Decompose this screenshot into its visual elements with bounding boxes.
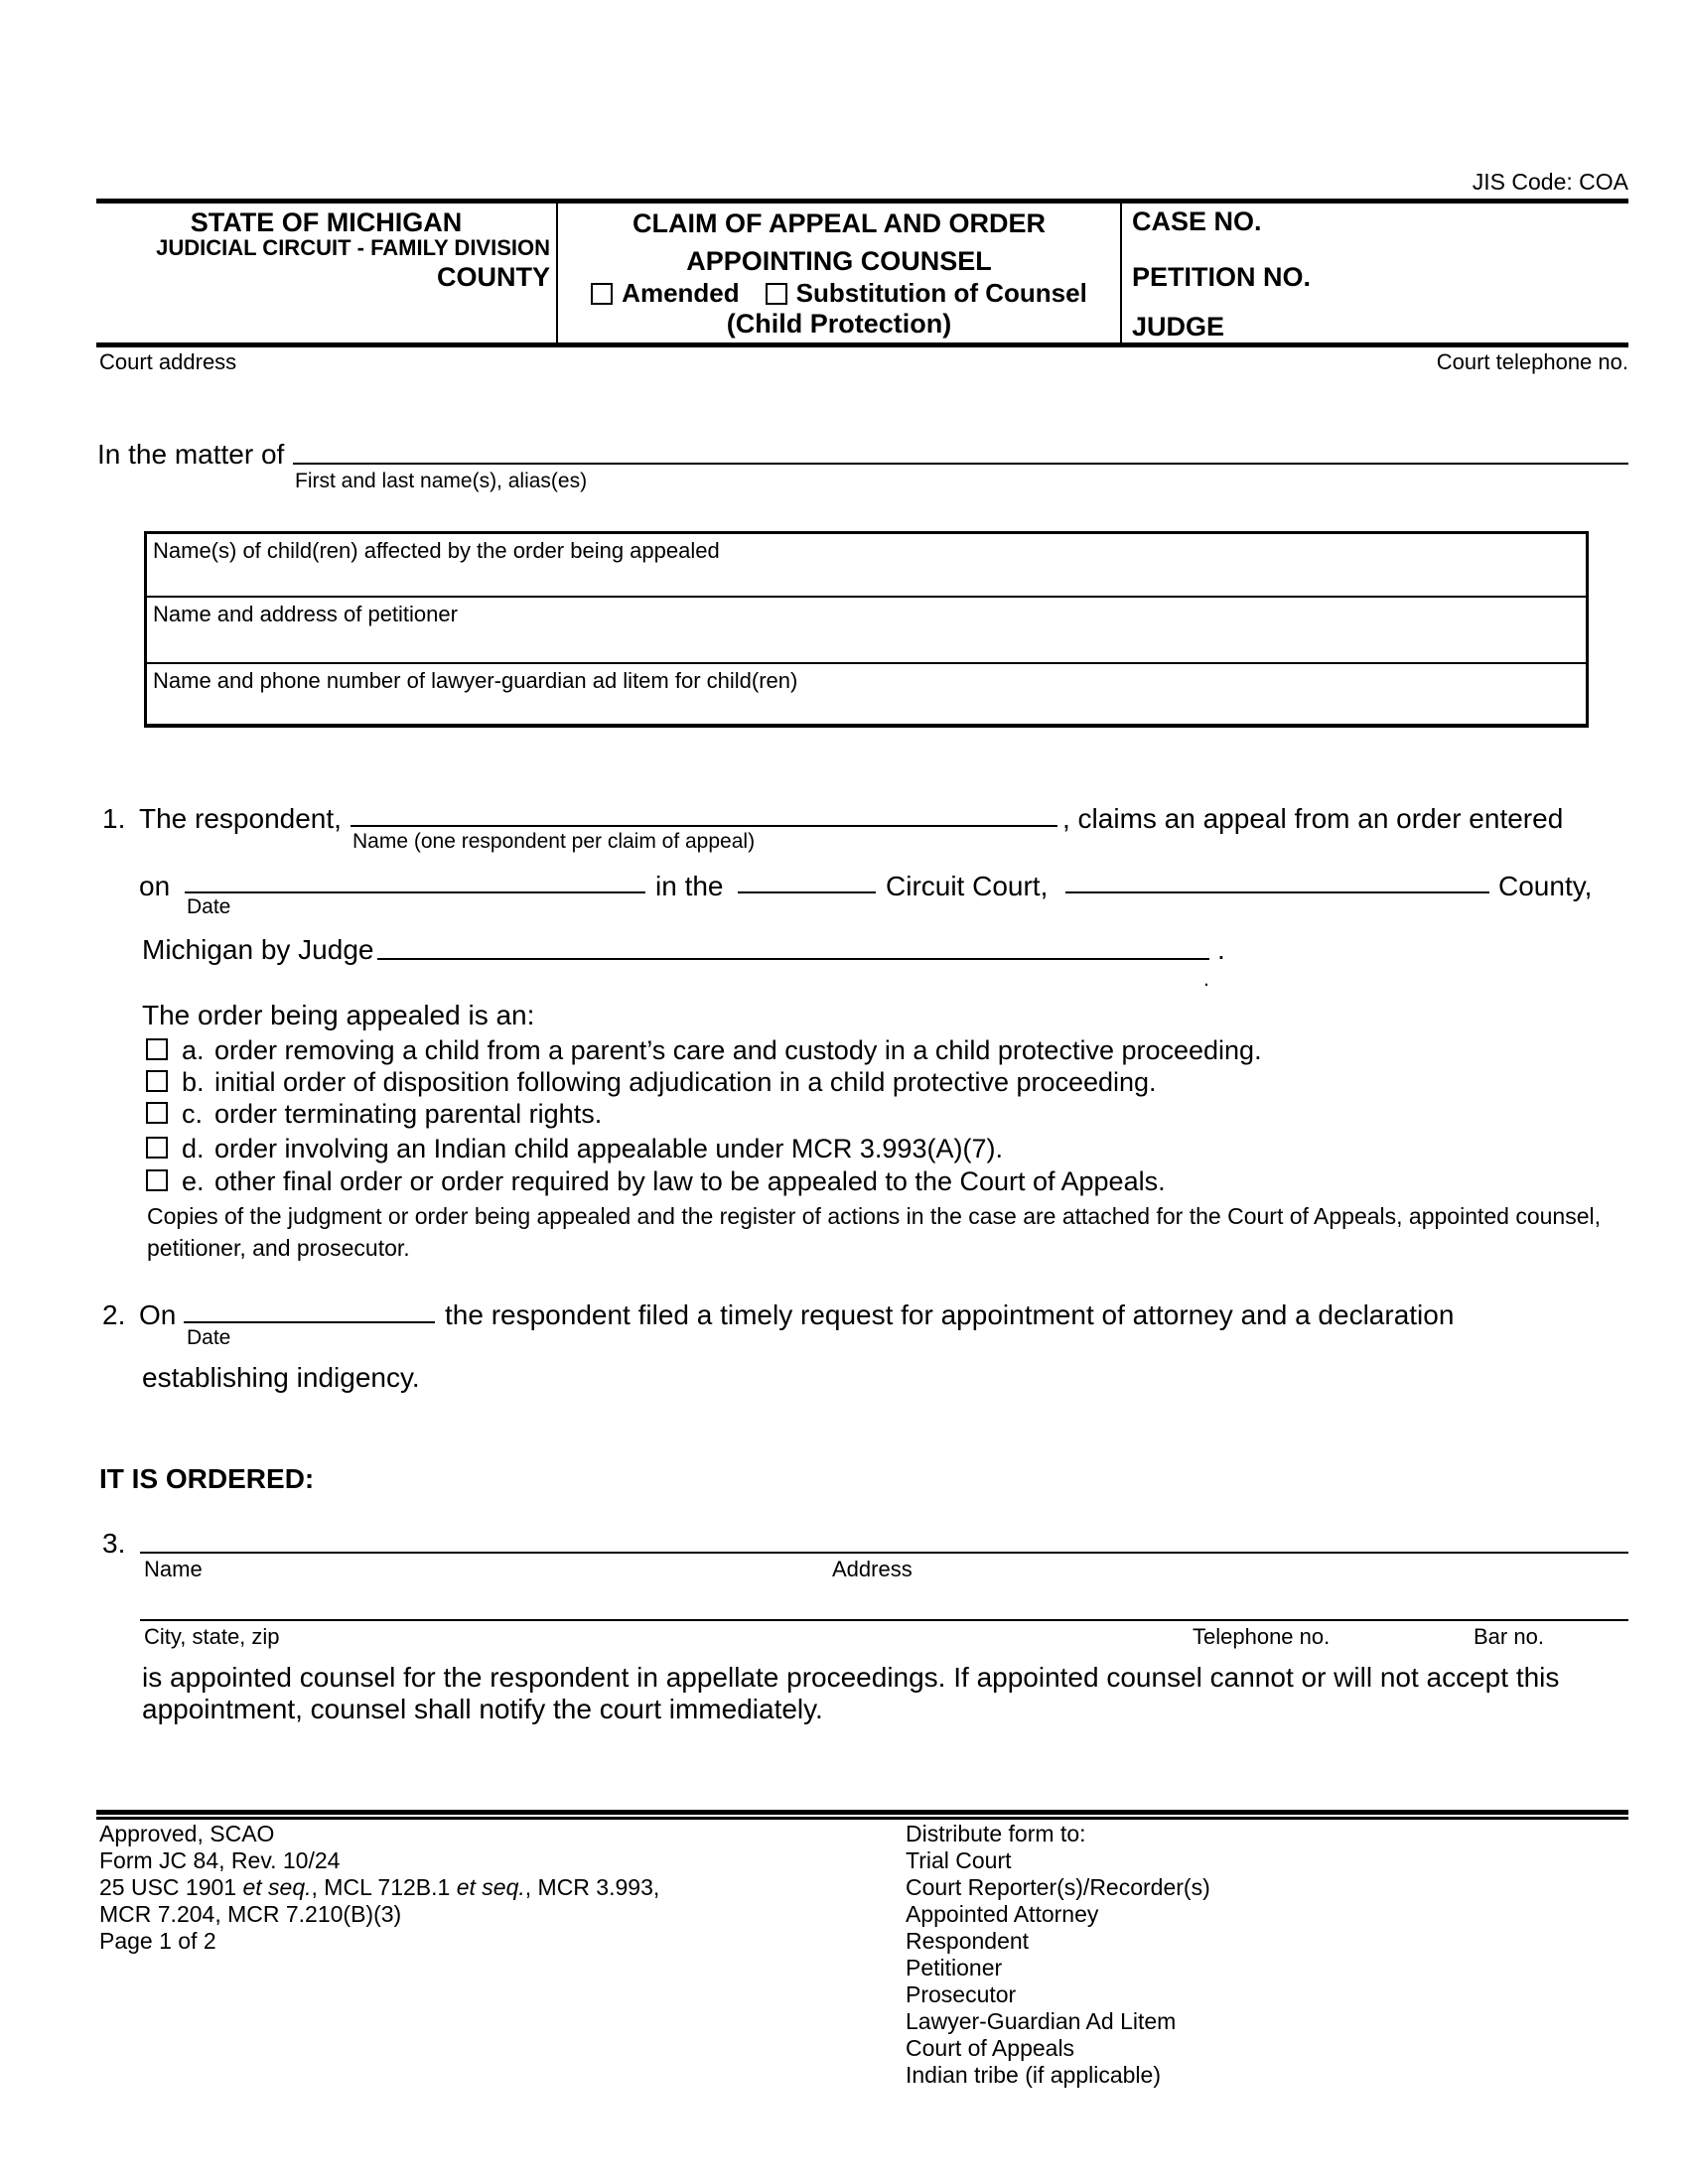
distribute-prosecutor: Prosecutor xyxy=(906,1981,1017,2007)
court-telephone-label: Court telephone no. xyxy=(1436,349,1628,374)
item2-tail: the respondent filed a timely request for appointment of attorney and a declaration xyxy=(445,1299,1455,1330)
footer-double-rule xyxy=(96,1810,1628,1820)
matter-name-field[interactable] xyxy=(293,463,1628,465)
statute-citation-line: 25 USC 1901 et seq., MCL 712B.1 et seq., MCR 3.993, xyxy=(99,1874,660,1900)
option-d-text: order involving an Indian child appealable under MCR 3.993(A)(7). xyxy=(214,1134,1003,1163)
it-is-ordered-heading: IT IS ORDERED: xyxy=(99,1463,315,1494)
jis-code-label: JIS Code: COA xyxy=(1472,169,1628,195)
option-b-letter: b. xyxy=(182,1067,205,1097)
option-d-letter: d. xyxy=(182,1134,205,1163)
item1-stray-period: . xyxy=(1203,968,1209,991)
item2-number: 2. xyxy=(102,1299,126,1330)
court-caption-cell xyxy=(96,204,556,342)
judge-label: JUDGE xyxy=(1132,312,1225,341)
petitioner-row[interactable] xyxy=(147,596,1586,662)
order-option-c xyxy=(146,1099,602,1130)
order-type-lead: The order being appealed is an: xyxy=(142,1000,535,1030)
in-the-matter-of-label: In the matter of xyxy=(97,439,285,470)
option-a-letter: a. xyxy=(182,1035,205,1065)
item1-in-the-label: in the xyxy=(655,871,724,901)
option-a-checkbox[interactable] xyxy=(146,1038,168,1060)
petitioner-label: Name and address of petitioner xyxy=(153,602,458,626)
form-number-line: Form JC 84, Rev. 10/24 xyxy=(99,1847,341,1873)
matter-name-hint: First and last name(s), alias(es) xyxy=(295,470,588,492)
copies-note-line2: petitioner, and prosecutor. xyxy=(147,1235,410,1261)
case-number-label: CASE NO. xyxy=(1132,206,1262,236)
option-b-text: initial order of disposition following adjudication in a child protective proceeding. xyxy=(214,1067,1157,1097)
option-e-text: other final order or order required by law to be appealed to the Court of Appeals. xyxy=(214,1166,1166,1196)
amended-label: Amended xyxy=(622,278,740,308)
form-title-line2: APPOINTING COUNSEL xyxy=(686,246,992,276)
distribute-petitioner: Petitioner xyxy=(906,1955,1003,1980)
form-header-table xyxy=(96,199,1628,347)
children-names-row[interactable] xyxy=(147,534,1586,596)
michigan-by-judge-label: Michigan by Judge xyxy=(142,934,374,965)
order-option-b xyxy=(146,1067,1157,1098)
counsel-city-hint: City, state, zip xyxy=(144,1624,280,1649)
appointment-paragraph-line2: appointment, counsel shall notify the court immediately. xyxy=(142,1694,823,1724)
order-date-hint: Date xyxy=(187,895,231,918)
court-address-label: Court address xyxy=(99,349,237,374)
option-b-checkbox[interactable] xyxy=(146,1070,168,1092)
order-option-e xyxy=(146,1166,1166,1197)
item2-on-label: On xyxy=(139,1299,177,1330)
option-a-text: order removing a child from a parent’s care and custody in a child protective proceeding. xyxy=(214,1035,1262,1065)
approved-scao-line: Approved, SCAO xyxy=(99,1821,275,1846)
county-label: COUNTY xyxy=(437,262,550,292)
respondent-name-hint: Name (one respondent per claim of appeal) xyxy=(352,830,756,853)
distribute-lgal: Lawyer-Guardian Ad Litem xyxy=(906,2008,1177,2034)
option-c-checkbox[interactable] xyxy=(146,1102,168,1124)
judicial-circuit-label: JUDICIAL CIRCUIT - FAMILY DIVISION xyxy=(156,235,550,260)
distribute-appointed-attorney: Appointed Attorney xyxy=(906,1901,1099,1927)
distribution-list xyxy=(906,1821,1210,2089)
item1-on-label: on xyxy=(139,871,171,901)
item3-number: 3. xyxy=(102,1528,126,1559)
form-type-checkbox-row xyxy=(558,278,1120,309)
option-d-checkbox[interactable] xyxy=(146,1137,168,1159)
form-subtitle: (Child Protection) xyxy=(726,309,952,339)
counsel-city-phone-bar-field[interactable] xyxy=(140,1619,1628,1621)
distribute-indian-tribe: Indian tribe (if applicable) xyxy=(906,2062,1161,2088)
amended-checkbox[interactable] xyxy=(591,283,613,305)
distribute-court-reporter: Court Reporter(s)/Recorder(s) xyxy=(906,1874,1210,1900)
item1-lead: The respondent, xyxy=(139,803,342,834)
request-date-hint: Date xyxy=(187,1326,231,1349)
case-info-box xyxy=(144,531,1589,728)
appointment-paragraph-line1: is appointed counsel for the respondent in appellate proceedings. If appointed counsel cannot or will not accept this xyxy=(142,1662,1560,1693)
option-e-checkbox[interactable] xyxy=(146,1169,168,1191)
state-of-michigan-label: STATE OF MICHIGAN xyxy=(190,207,463,237)
children-names-label: Name(s) of child(ren) affected by the order being appealed xyxy=(153,538,720,563)
petition-number-label: PETITION NO. xyxy=(1132,262,1312,292)
item2-continuation: establishing indigency. xyxy=(142,1362,420,1393)
order-date-field[interactable] xyxy=(185,891,645,893)
substitution-of-counsel-checkbox[interactable] xyxy=(766,283,787,305)
order-option-a xyxy=(146,1035,1262,1066)
case-info-cell xyxy=(1122,204,1628,342)
counsel-address-hint: Address xyxy=(832,1557,913,1581)
court-rule-citation-line: MCR 7.204, MCR 7.210(B)(3) xyxy=(99,1901,402,1927)
judge-name-field[interactable] xyxy=(377,958,1209,960)
lgal-row[interactable] xyxy=(147,662,1586,724)
circuit-number-field[interactable] xyxy=(738,891,876,893)
counsel-name-hint: Name xyxy=(144,1557,203,1581)
county-word-label: County, xyxy=(1498,871,1593,901)
lgal-label: Name and phone number of lawyer-guardian ad litem for child(ren) xyxy=(153,668,798,693)
distribute-court-of-appeals: Court of Appeals xyxy=(906,2035,1075,2061)
distribute-trial-court: Trial Court xyxy=(906,1847,1012,1873)
option-c-letter: c. xyxy=(182,1099,204,1129)
county-name-field[interactable] xyxy=(1065,891,1489,893)
item1-period: . xyxy=(1217,934,1225,965)
counsel-bar-hint: Bar no. xyxy=(1474,1624,1544,1649)
distribute-respondent: Respondent xyxy=(906,1928,1030,1954)
order-option-d xyxy=(146,1134,1003,1164)
option-e-letter: e. xyxy=(182,1166,205,1196)
form-title-line1: CLAIM OF APPEAL AND ORDER xyxy=(632,208,1046,238)
item1-tail: , claims an appeal from an order entered xyxy=(1062,803,1564,834)
circuit-court-label: Circuit Court, xyxy=(886,871,1049,901)
item1-number: 1. xyxy=(102,803,126,834)
form-title-cell xyxy=(558,204,1120,342)
page-number-line: Page 1 of 2 xyxy=(99,1928,216,1954)
distribute-form-to-label: Distribute form to: xyxy=(906,1821,1086,1846)
counsel-name-address-field[interactable] xyxy=(140,1552,1628,1554)
option-c-text: order terminating parental rights. xyxy=(214,1099,603,1129)
footer-approval-block xyxy=(99,1821,659,1955)
respondent-name-field[interactable] xyxy=(351,825,1057,827)
substitution-of-counsel-label: Substitution of Counsel xyxy=(795,278,1087,308)
copies-note-line1: Copies of the judgment or order being appealed and the register of actions in the case are attached for the Court of Appeals, appointed counsel, xyxy=(147,1203,1602,1229)
counsel-phone-hint: Telephone no. xyxy=(1193,1624,1331,1649)
request-date-field[interactable] xyxy=(184,1321,435,1323)
